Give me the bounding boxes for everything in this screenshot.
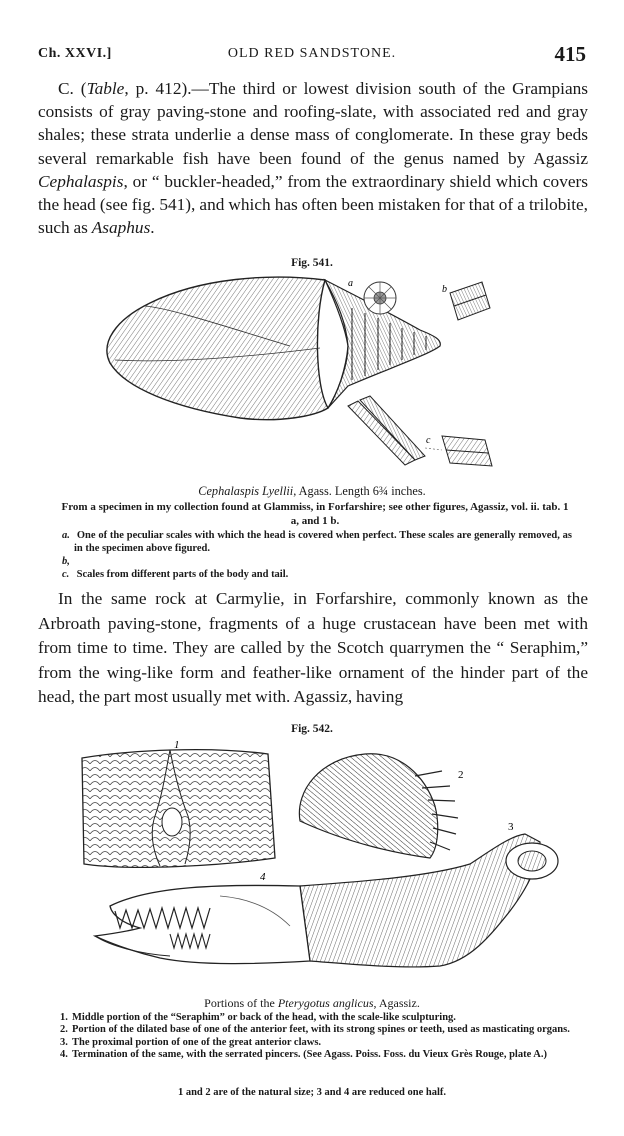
note-text: Scales from different parts of the body and tail. [76,569,289,580]
note-text: One of the peculiar scales with which the head is covered when perfect. These scales are generally removed, as in the specimen above figured. [74,530,572,554]
figure-542-caption [0,996,624,1011]
note-text: The proximal portion of one of the great anterior claws. [72,1036,322,1048]
scale-b [450,282,490,320]
figure-541-source: From a specimen in my collection found at Glammiss, in Forfarshire; see other figures, Agassiz, vol. ii. tab. 1 a, and 1 b. [61,501,569,527]
note-item [62,555,572,581]
species-name: Pterygotus anglicus [277,996,374,1010]
scale-c-strips [348,396,492,466]
figure-542-notes [60,1012,575,1062]
note-key: 1. [60,1012,68,1023]
note-text: Termination of the same, with the serrated pincers. (See Agass. Poiss. Foss. du Vieux Grès Rouge, plate A.) [72,1049,548,1061]
figure-541-caption [0,484,624,499]
running-header [38,42,586,70]
italic-term: Table [86,79,125,98]
genus-name: Asaphus [91,218,151,238]
mark-4: 4 [260,871,266,883]
species-name: Cephalaspis Lyellii [198,484,294,498]
fish-head-shield [107,277,348,420]
caption-text: , Agassiz. [373,996,420,1010]
running-title: OLD RED SANDSTONE. [227,46,397,61]
note-item [60,1037,575,1049]
figure-541-label: Fig. 541. [291,257,333,269]
note-key: 3. [60,1036,68,1048]
note-text: Portion of the dilated base of one of the anterior feet, with its strong spines or teeth, used as masticating organs. [72,1024,570,1036]
page-number: 415 [554,42,586,66]
foot-base-fragment [299,754,458,858]
note-item [62,529,572,555]
paragraph-cephalaspis [38,77,588,239]
figure-542-label: Fig. 542. [291,723,333,735]
note-item [60,1024,575,1036]
caption-text: , Agass. Length 6¾ inches. [293,484,426,498]
pincer-claw-fragment [95,885,310,963]
note-item [60,1049,575,1061]
seraphim-head-fragment [82,750,275,868]
cephalaspis-illustration [90,268,510,473]
paragraph-seraphim: In the same rock at Carmylie, in Forfarshire, commonly known as the Arbroath paving-stone, fragments of a huge crustacean have been met with from time to time. They are called by the Scotch quarrymen the “ Seraphim,” from the wing-like form and feather-like ornament of the hinder part of the head, the part most usually met with. Agassiz, having [38,589,588,707]
note-key: 2. [60,1024,68,1036]
note-key: 4. [60,1049,68,1061]
mark-2: 2 [458,769,464,781]
text-run: , p. 412).—The third or lowest division south of the Grampians consists of gray paving-stone and roofing-slate, with associated red and gray shales; these strata underlie a dense mass of conglomerate. In these gray beds several remarkable fish have been found of the genus named by Agassiz [38,79,588,168]
caption-text: Portions of the [204,996,278,1010]
figure-541-notes [62,529,572,581]
figure-542-scale-note: 1 and 2 are of the natural size; 3 and 4 are reduced one half. [177,1087,447,1098]
text-run: C. ( [58,79,87,98]
mark-b: b [442,284,447,295]
note-key: a. [62,530,70,541]
mark-1: 1 [174,739,180,751]
mark-3: 3 [508,821,514,833]
text-run: . [150,218,155,238]
note-text: Middle portion of the “Seraphim” or back of the head, with the scale-like sculpturing. [72,1012,456,1023]
text-run: , or “ buckler-headed,” from the extraordinary shield which covers the head (see fig. 541), and which has often been mistaken for that of a trilobite, such as [38,171,588,238]
genus-name: Cephalaspis [38,171,124,191]
note-key: b, c. [62,556,70,580]
chapter-heading: Ch. XXVI.] [38,46,112,61]
pterygotus-illustration [70,736,570,971]
mark-a: a [348,278,353,289]
scale-a-rosette [364,282,396,314]
mark-c: c [426,435,431,446]
note-item [60,1012,575,1024]
